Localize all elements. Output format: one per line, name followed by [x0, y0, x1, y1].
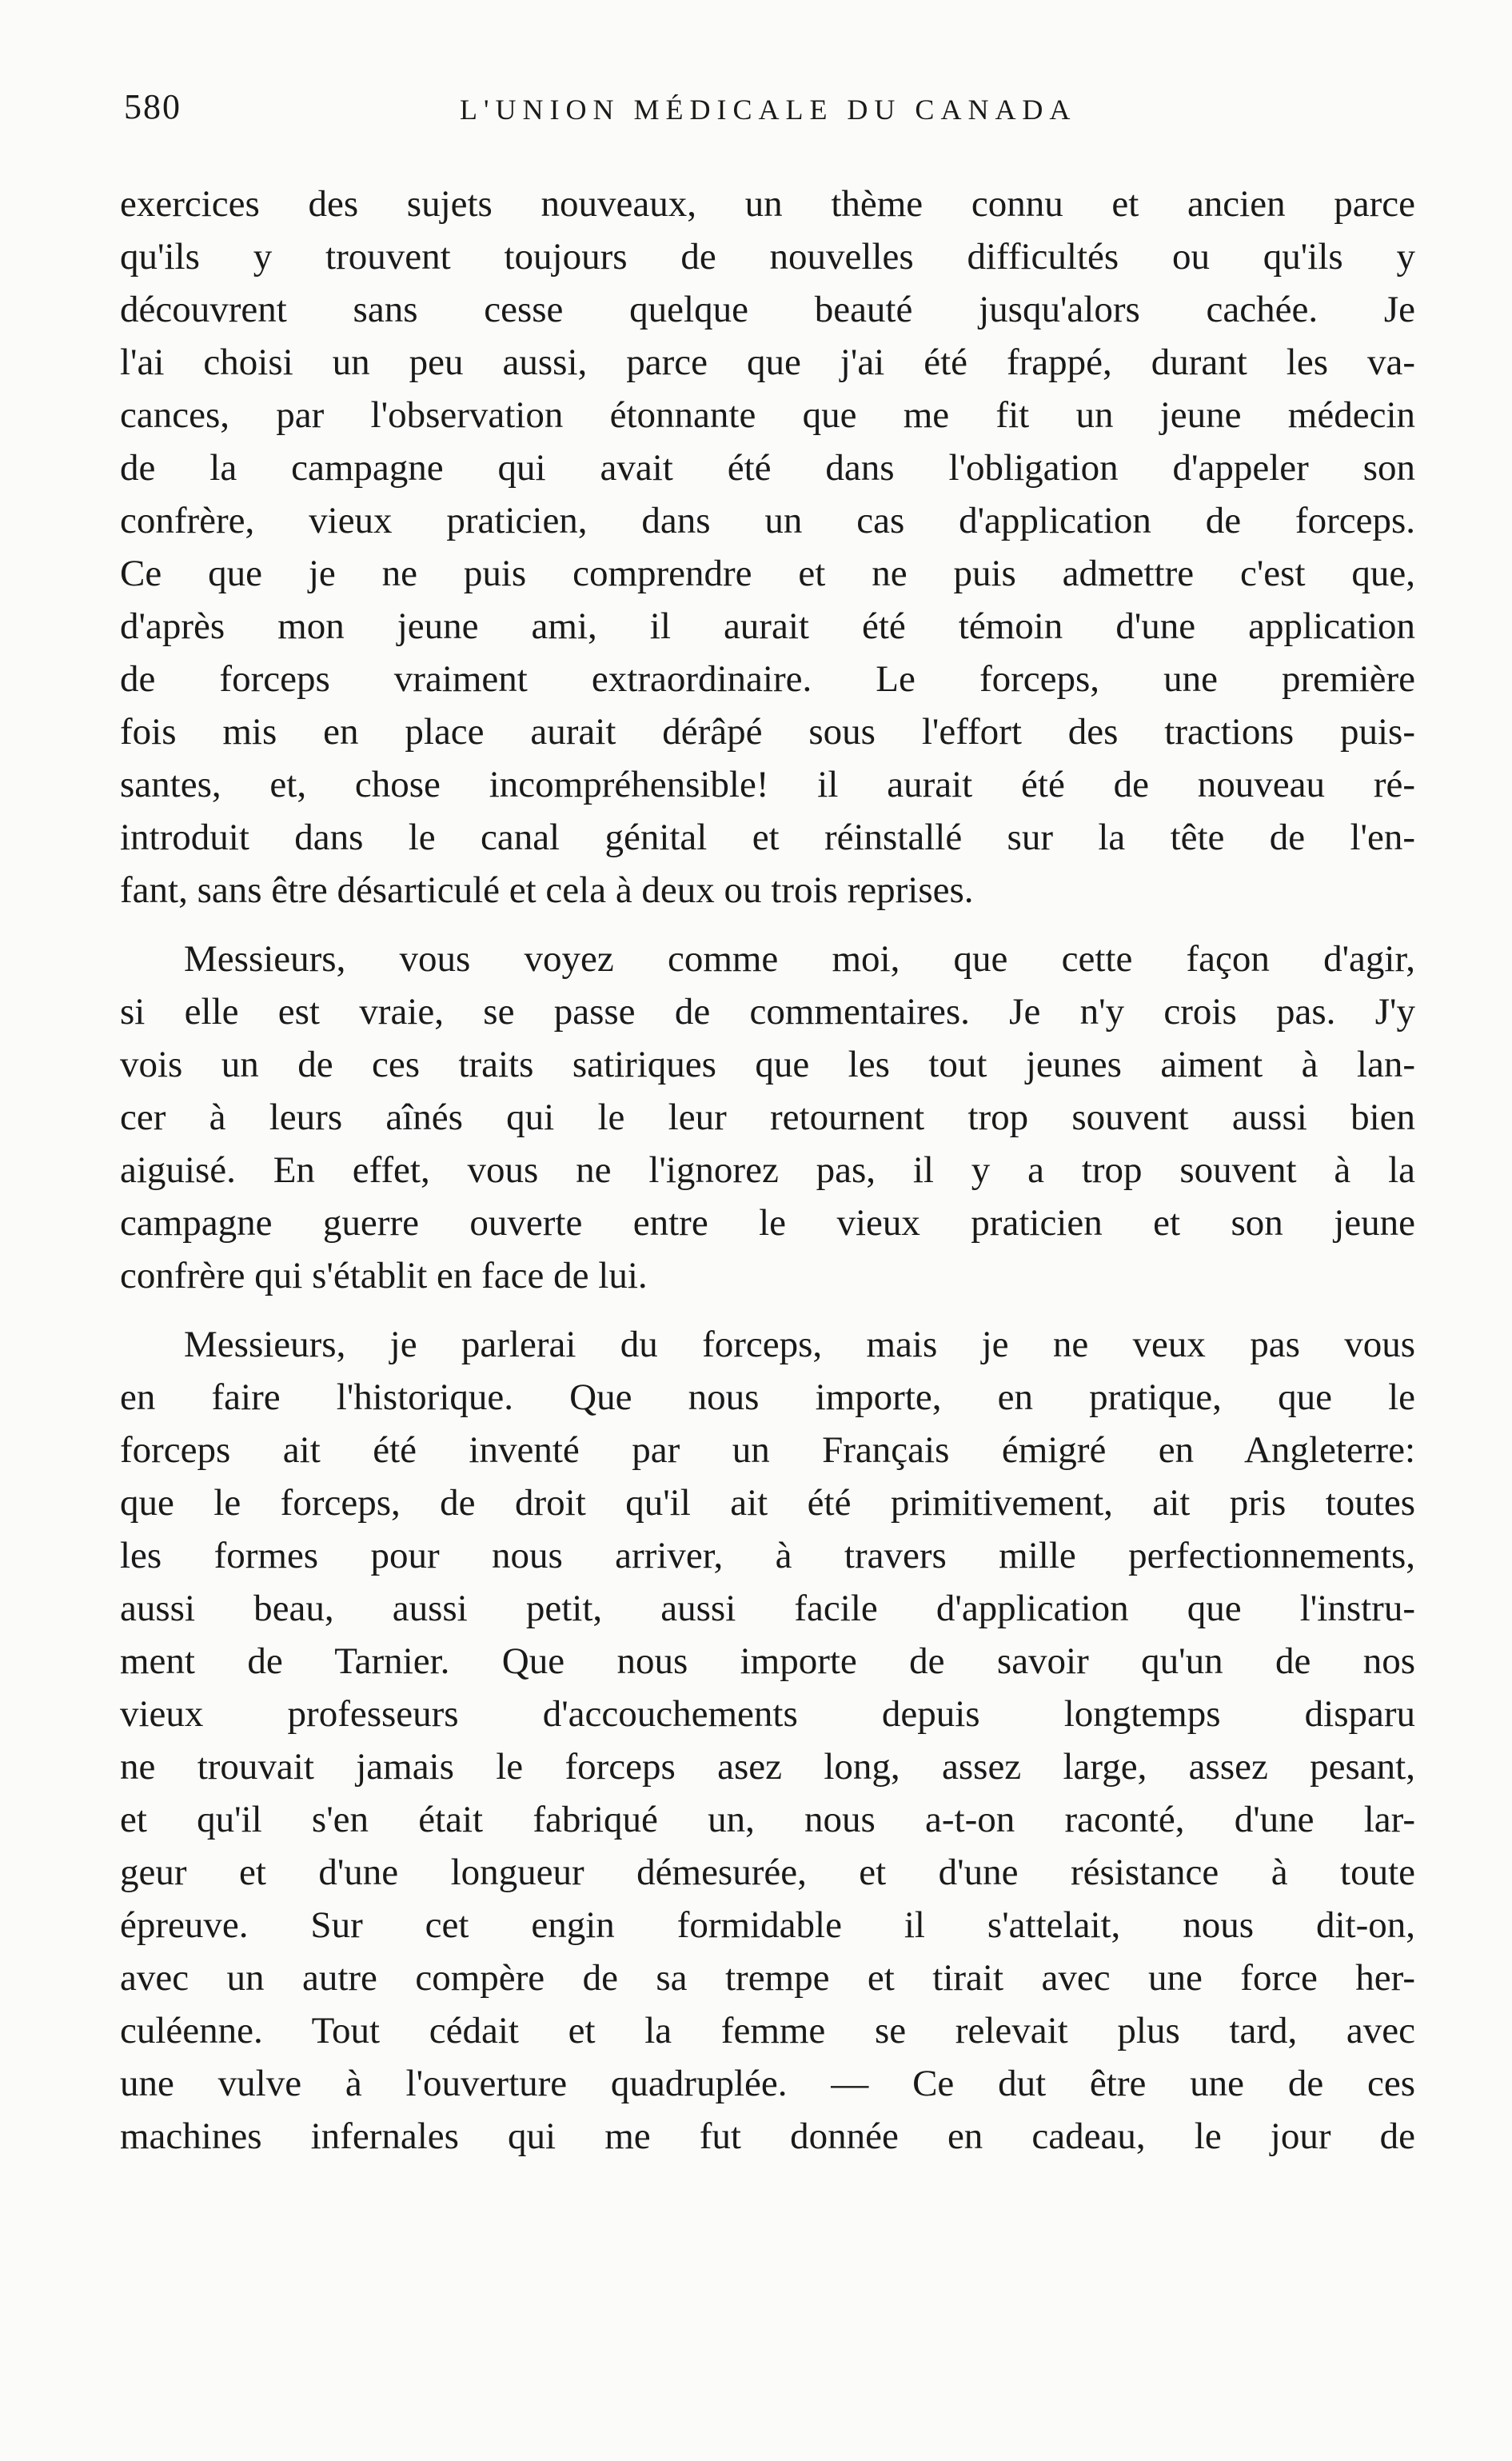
running-title: L'UNION MÉDICALE DU CANADA — [460, 94, 1077, 126]
text-line: ne trouvait jamais le forceps asez long, assez large, assez pesant, — [120, 1746, 1415, 1788]
text-line: l'ai choisi un peu aussi, parce que j'ai été frappé, durant les va- — [120, 342, 1415, 383]
page-number: 580 — [124, 87, 182, 126]
text-line: forceps ait été inventé par un Français émigré en Angleterre: — [120, 1429, 1415, 1471]
text-line: aussi beau, aussi petit, aussi facile d'application que l'instru- — [120, 1588, 1415, 1629]
text-line: exercices des sujets nouveaux, un thème connu et ancien parce — [120, 183, 1415, 225]
paragraph-1 — [120, 178, 1415, 917]
text-line: cer à leurs aînés qui le leur retournent trop souvent aussi bien — [120, 1097, 1415, 1138]
paragraph-spacer — [120, 917, 1415, 933]
text-line: ment de Tarnier. Que nous importe de savoir qu'un de nos — [120, 1640, 1415, 1682]
text-line: Messieurs, je parlerai du forceps, mais je ne veux pas vous — [184, 1324, 1415, 1365]
text-line: que le forceps, de droit qu'il ait été primitivement, ait pris toutes — [120, 1482, 1415, 1524]
paragraph-spacer — [120, 1302, 1415, 1318]
text-line: de forceps vraiment extraordinaire. Le forceps, une première — [120, 658, 1415, 700]
text-line: cances, par l'observation étonnante que me fit un jeune médecin — [120, 394, 1415, 436]
text-line: d'après mon jeune ami, il aurait été témoin d'une application — [120, 605, 1415, 647]
text-line: épreuve. Sur cet engin formidable il s'attelait, nous dit-on, — [120, 1904, 1415, 1946]
text-line: Ce que je ne puis comprendre et ne puis admettre c'est que, — [120, 553, 1415, 594]
text-line: de la campagne qui avait été dans l'obligation d'appeler son — [120, 447, 1415, 489]
text-line: Messieurs, vous voyez comme moi, que cette façon d'agir, — [184, 938, 1415, 980]
text-line: les formes pour nous arriver, à travers mille perfectionnements, — [120, 1535, 1415, 1576]
page-header — [124, 86, 1403, 158]
text-line: culéenne. Tout cédait et la femme se relevait plus tard, avec — [120, 2010, 1415, 2051]
text-line: vois un de ces traits satiriques que les tout jeunes aiment à lan- — [120, 1044, 1415, 1085]
text-line: fois mis en place aurait dérâpé sous l'effort des tractions puis- — [120, 711, 1415, 753]
text-line: en faire l'historique. Que nous importe, en pratique, que le — [120, 1376, 1415, 1418]
text-line: santes, et, chose incompréhensible! il aurait été de nouveau ré- — [120, 764, 1415, 805]
text-line: et qu'il s'en était fabriqué un, nous a-t-on raconté, d'une lar- — [120, 1799, 1415, 1840]
text-line: introduit dans le canal génital et réinstallé sur la tête de l'en- — [120, 817, 1415, 858]
text-line: avec un autre compère de sa trempe et tirait avec une force her- — [120, 1957, 1415, 1999]
text-line: geur et d'une longueur démesurée, et d'une résistance à toute — [120, 1852, 1415, 1893]
paragraph-3 — [120, 1318, 1415, 2163]
text-line: campagne guerre ouverte entre le vieux praticien et son jeune — [120, 1202, 1415, 1244]
text-line: une vulve à l'ouverture quadruplée. — Ce dut être une de ces — [120, 2063, 1415, 2104]
text-line: fant, sans être désarticulé et cela à deux ou trois reprises. — [120, 869, 974, 911]
body-text — [120, 178, 1415, 2163]
text-line: confrère, vieux praticien, dans un cas d'application de forceps. — [120, 500, 1415, 541]
text-line: machines infernales qui me fut donnée en cadeau, le jour de — [120, 2115, 1415, 2157]
text-line: confrère qui s'établit en face de lui. — [120, 1255, 648, 1296]
text-line: vieux professeurs d'accouchements depuis longtemps disparu — [120, 1693, 1415, 1735]
text-line: si elle est vraie, se passe de commentaires. Je n'y crois pas. J'y — [120, 991, 1415, 1033]
text-line: aiguisé. En effet, vous ne l'ignorez pas, il y a trop souvent à la — [120, 1149, 1415, 1191]
paragraph-2 — [120, 933, 1415, 1302]
text-line: découvrent sans cesse quelque beauté jusqu'alors cachée. Je — [120, 289, 1415, 330]
text-line: qu'ils y trouvent toujours de nouvelles difficultés ou qu'ils y — [120, 236, 1415, 278]
